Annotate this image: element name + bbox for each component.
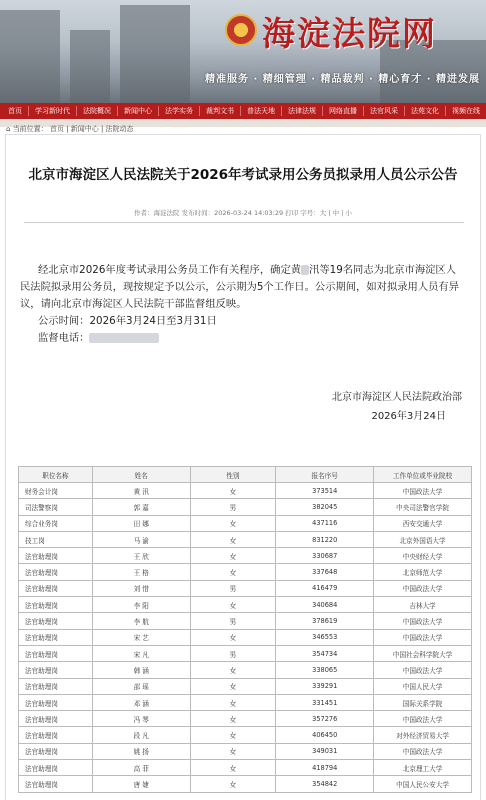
table-cell: 中国政法大学 [374, 662, 472, 678]
breadcrumb-path[interactable]: 首页 | 新闻中心 | 法院动态 [49, 125, 134, 133]
table-row [19, 662, 472, 678]
table-cell: 法官助理岗 [19, 580, 93, 596]
table-cell: 349031 [276, 743, 374, 759]
table-cell: 马 渝 [92, 531, 190, 547]
table-cell: 382045 [276, 499, 374, 515]
table-cell: 346553 [276, 629, 374, 645]
phone-line: 监督电话： [20, 330, 466, 347]
table-cell: 法官助理岗 [19, 613, 93, 629]
table-cell: 女 [190, 776, 276, 792]
table-row [19, 678, 472, 694]
table-cell: 法官助理岗 [19, 711, 93, 727]
table-row [19, 597, 472, 613]
table-cell: 中国社会科学院大学 [374, 645, 472, 661]
table-cell: 法官助理岗 [19, 743, 93, 759]
table-cell: 女 [190, 629, 276, 645]
table-row [19, 548, 472, 564]
column-header: 工作单位或毕业院校 [374, 467, 472, 483]
table-cell: 357276 [276, 711, 374, 727]
home-icon: ⌂ [6, 125, 11, 133]
table-cell: 法官助理岗 [19, 564, 93, 580]
column-header: 性别 [190, 467, 276, 483]
table-cell: 段 凡 [92, 727, 190, 743]
table-cell: 郭 嘉 [92, 499, 190, 515]
table-cell: 李 阳 [92, 597, 190, 613]
nav-item[interactable]: 首页 [2, 106, 29, 116]
table-cell: 韩 涵 [92, 662, 190, 678]
table-cell: 831220 [276, 531, 374, 547]
table-cell: 吉林大学 [374, 597, 472, 613]
table-cell: 中国政法大学 [374, 483, 472, 499]
nav-item[interactable]: 法院概况 [77, 106, 118, 116]
table-cell: 邵 瑶 [92, 678, 190, 694]
table-cell: 技工岗 [19, 531, 93, 547]
nav-item[interactable]: 学习新时代 [29, 106, 77, 116]
table-cell: 国际关系学院 [374, 694, 472, 710]
divider [24, 222, 464, 223]
table-cell: 女 [190, 711, 276, 727]
table-row [19, 531, 472, 547]
table-cell: 418794 [276, 760, 374, 776]
table-cell: 男 [190, 645, 276, 661]
table-cell: 男 [190, 580, 276, 596]
table-cell: 373514 [276, 483, 374, 499]
table-cell: 354842 [276, 776, 374, 792]
table-row [19, 727, 472, 743]
table-cell: 中国政法大学 [374, 711, 472, 727]
nav-item[interactable]: 新闻中心 [118, 106, 159, 116]
table-cell: 338065 [276, 662, 374, 678]
publicity-period: 公示时间：2026年3月24日至3月31日 [38, 315, 217, 327]
table-cell: 女 [190, 597, 276, 613]
column-header: 报名序号 [276, 467, 374, 483]
table-cell: 姚 扬 [92, 743, 190, 759]
table-cell: 宋 艺 [92, 629, 190, 645]
table-cell: 416479 [276, 580, 374, 596]
table-cell: 法官助理岗 [19, 645, 93, 661]
nav-item[interactable]: 法学实务 [159, 106, 200, 116]
signature-date: 2026年3月24日 [371, 411, 446, 422]
table-cell: 354734 [276, 645, 374, 661]
table-cell: 女 [190, 743, 276, 759]
table-cell: 女 [190, 483, 276, 499]
table-cell: 高 菲 [92, 760, 190, 776]
table-cell: 中央财经大学 [374, 548, 472, 564]
table-cell: 中国政法大学 [374, 613, 472, 629]
breadcrumb [6, 124, 134, 134]
table-cell: 北京师范大学 [374, 564, 472, 580]
table-cell: 337648 [276, 564, 374, 580]
table-cell: 女 [190, 564, 276, 580]
table-cell: 中国政法大学 [374, 629, 472, 645]
table-row [19, 629, 472, 645]
column-header: 姓名 [92, 467, 190, 483]
table-cell: 财务会计岗 [19, 483, 93, 499]
table-cell: 法官助理岗 [19, 678, 93, 694]
table-cell: 王 格 [92, 564, 190, 580]
nav-item[interactable]: 视频在线 [446, 106, 486, 116]
table-cell: 女 [190, 694, 276, 710]
table-cell: 北京理工大学 [374, 760, 472, 776]
table-cell: 330687 [276, 548, 374, 564]
table-row [19, 776, 472, 792]
nav-item[interactable]: 网络直播 [323, 106, 364, 116]
table-cell: 宋 凡 [92, 645, 190, 661]
site-slogan: 精准服务 · 精细管理 · 精品裁判 · 精心育才 · 精进发展 [205, 74, 481, 85]
table-cell: 刘 惜 [92, 580, 190, 596]
table-cell: 中国人民公安大学 [374, 776, 472, 792]
table-cell: 司法警察岗 [19, 499, 93, 515]
signature-org: 北京市海淀区人民法院政治部 [332, 392, 462, 403]
table-cell: 女 [190, 727, 276, 743]
nav-item[interactable]: 裁判文书 [200, 106, 241, 116]
table-cell: 中国人民大学 [374, 678, 472, 694]
nav-item[interactable]: 法官风采 [364, 106, 405, 116]
table-cell: 冯 琴 [92, 711, 190, 727]
candidates-table [18, 466, 472, 793]
table-row [19, 645, 472, 661]
breadcrumb-label: 当前位置： [12, 125, 48, 133]
table-cell: 女 [190, 760, 276, 776]
site-logo-title[interactable]: 海淀法院网 [262, 14, 437, 53]
court-emblem-icon [225, 14, 257, 46]
table-cell: 340684 [276, 597, 374, 613]
table-cell: 339291 [276, 678, 374, 694]
table-row [19, 613, 472, 629]
table-row [19, 743, 472, 759]
redacted-mark [301, 265, 309, 275]
table-cell: 中国政法大学 [374, 580, 472, 596]
table-cell: 法官助理岗 [19, 760, 93, 776]
table-cell: 北京外国语大学 [374, 531, 472, 547]
table-cell: 378619 [276, 613, 374, 629]
table-cell: 法官助理岗 [19, 597, 93, 613]
table-cell: 男 [190, 613, 276, 629]
table-cell: 综合业务岗 [19, 515, 93, 531]
table-row [19, 580, 472, 596]
header-banner [0, 0, 486, 103]
redacted-phone [89, 333, 159, 343]
table-cell: 女 [190, 662, 276, 678]
announcement-paragraph: 经北京市2026年度考试录用公务员工作有关程序，确定黄 汛等19名同志为北京市海淀区人民法院拟录用公务员，现按规定予以公示，公示期为5个工作日。公示期间，如对拟录用人员有异议，请向北京市海淀区人民法院干部监督组反映。 [20, 264, 460, 310]
article-body [20, 262, 466, 347]
article-title: 北京市海淀区人民法院关于2026年考试录用公务员拟录用人员公示公告 [28, 167, 458, 183]
table-cell: 田 娜 [92, 515, 190, 531]
table-cell: 对外经济贸易大学 [374, 727, 472, 743]
table-row [19, 483, 472, 499]
table-cell: 中央司法警官学院 [374, 499, 472, 515]
table-row [19, 499, 472, 515]
nav-item[interactable]: 法律法规 [282, 106, 323, 116]
table-cell: 法官助理岗 [19, 776, 93, 792]
table-cell: 唐 婕 [92, 776, 190, 792]
table-cell: 西安交通大学 [374, 515, 472, 531]
table-cell: 女 [190, 515, 276, 531]
table-cell: 法官助理岗 [19, 548, 93, 564]
table-cell: 法官助理岗 [19, 662, 93, 678]
table-cell: 中国政法大学 [374, 743, 472, 759]
column-header: 职位名称 [19, 467, 93, 483]
table-cell: 法官助理岗 [19, 629, 93, 645]
table-row [19, 515, 472, 531]
table-cell: 李 航 [92, 613, 190, 629]
table-cell: 女 [190, 548, 276, 564]
table-cell: 437116 [276, 515, 374, 531]
article-meta: 作者：海淀法院 发布时间：2026-03-24 14:03:29 打印 字号：大 | 中 | 小 [134, 209, 352, 217]
table-cell: 406450 [276, 727, 374, 743]
table-row [19, 564, 472, 580]
table-row [19, 694, 472, 710]
table-row [19, 711, 472, 727]
nav-item[interactable]: 法苑文化 [405, 106, 446, 116]
table-row [19, 760, 472, 776]
table-cell: 法官助理岗 [19, 727, 93, 743]
table-cell: 黄 汛 [92, 483, 190, 499]
table-cell: 邓 涵 [92, 694, 190, 710]
table-cell: 女 [190, 531, 276, 547]
table-cell: 王 欣 [92, 548, 190, 564]
table-cell: 331451 [276, 694, 374, 710]
nav-item[interactable]: 普法天地 [241, 106, 282, 116]
table-cell: 男 [190, 499, 276, 515]
main-nav [0, 103, 486, 119]
table-cell: 女 [190, 678, 276, 694]
table-cell: 法官助理岗 [19, 694, 93, 710]
